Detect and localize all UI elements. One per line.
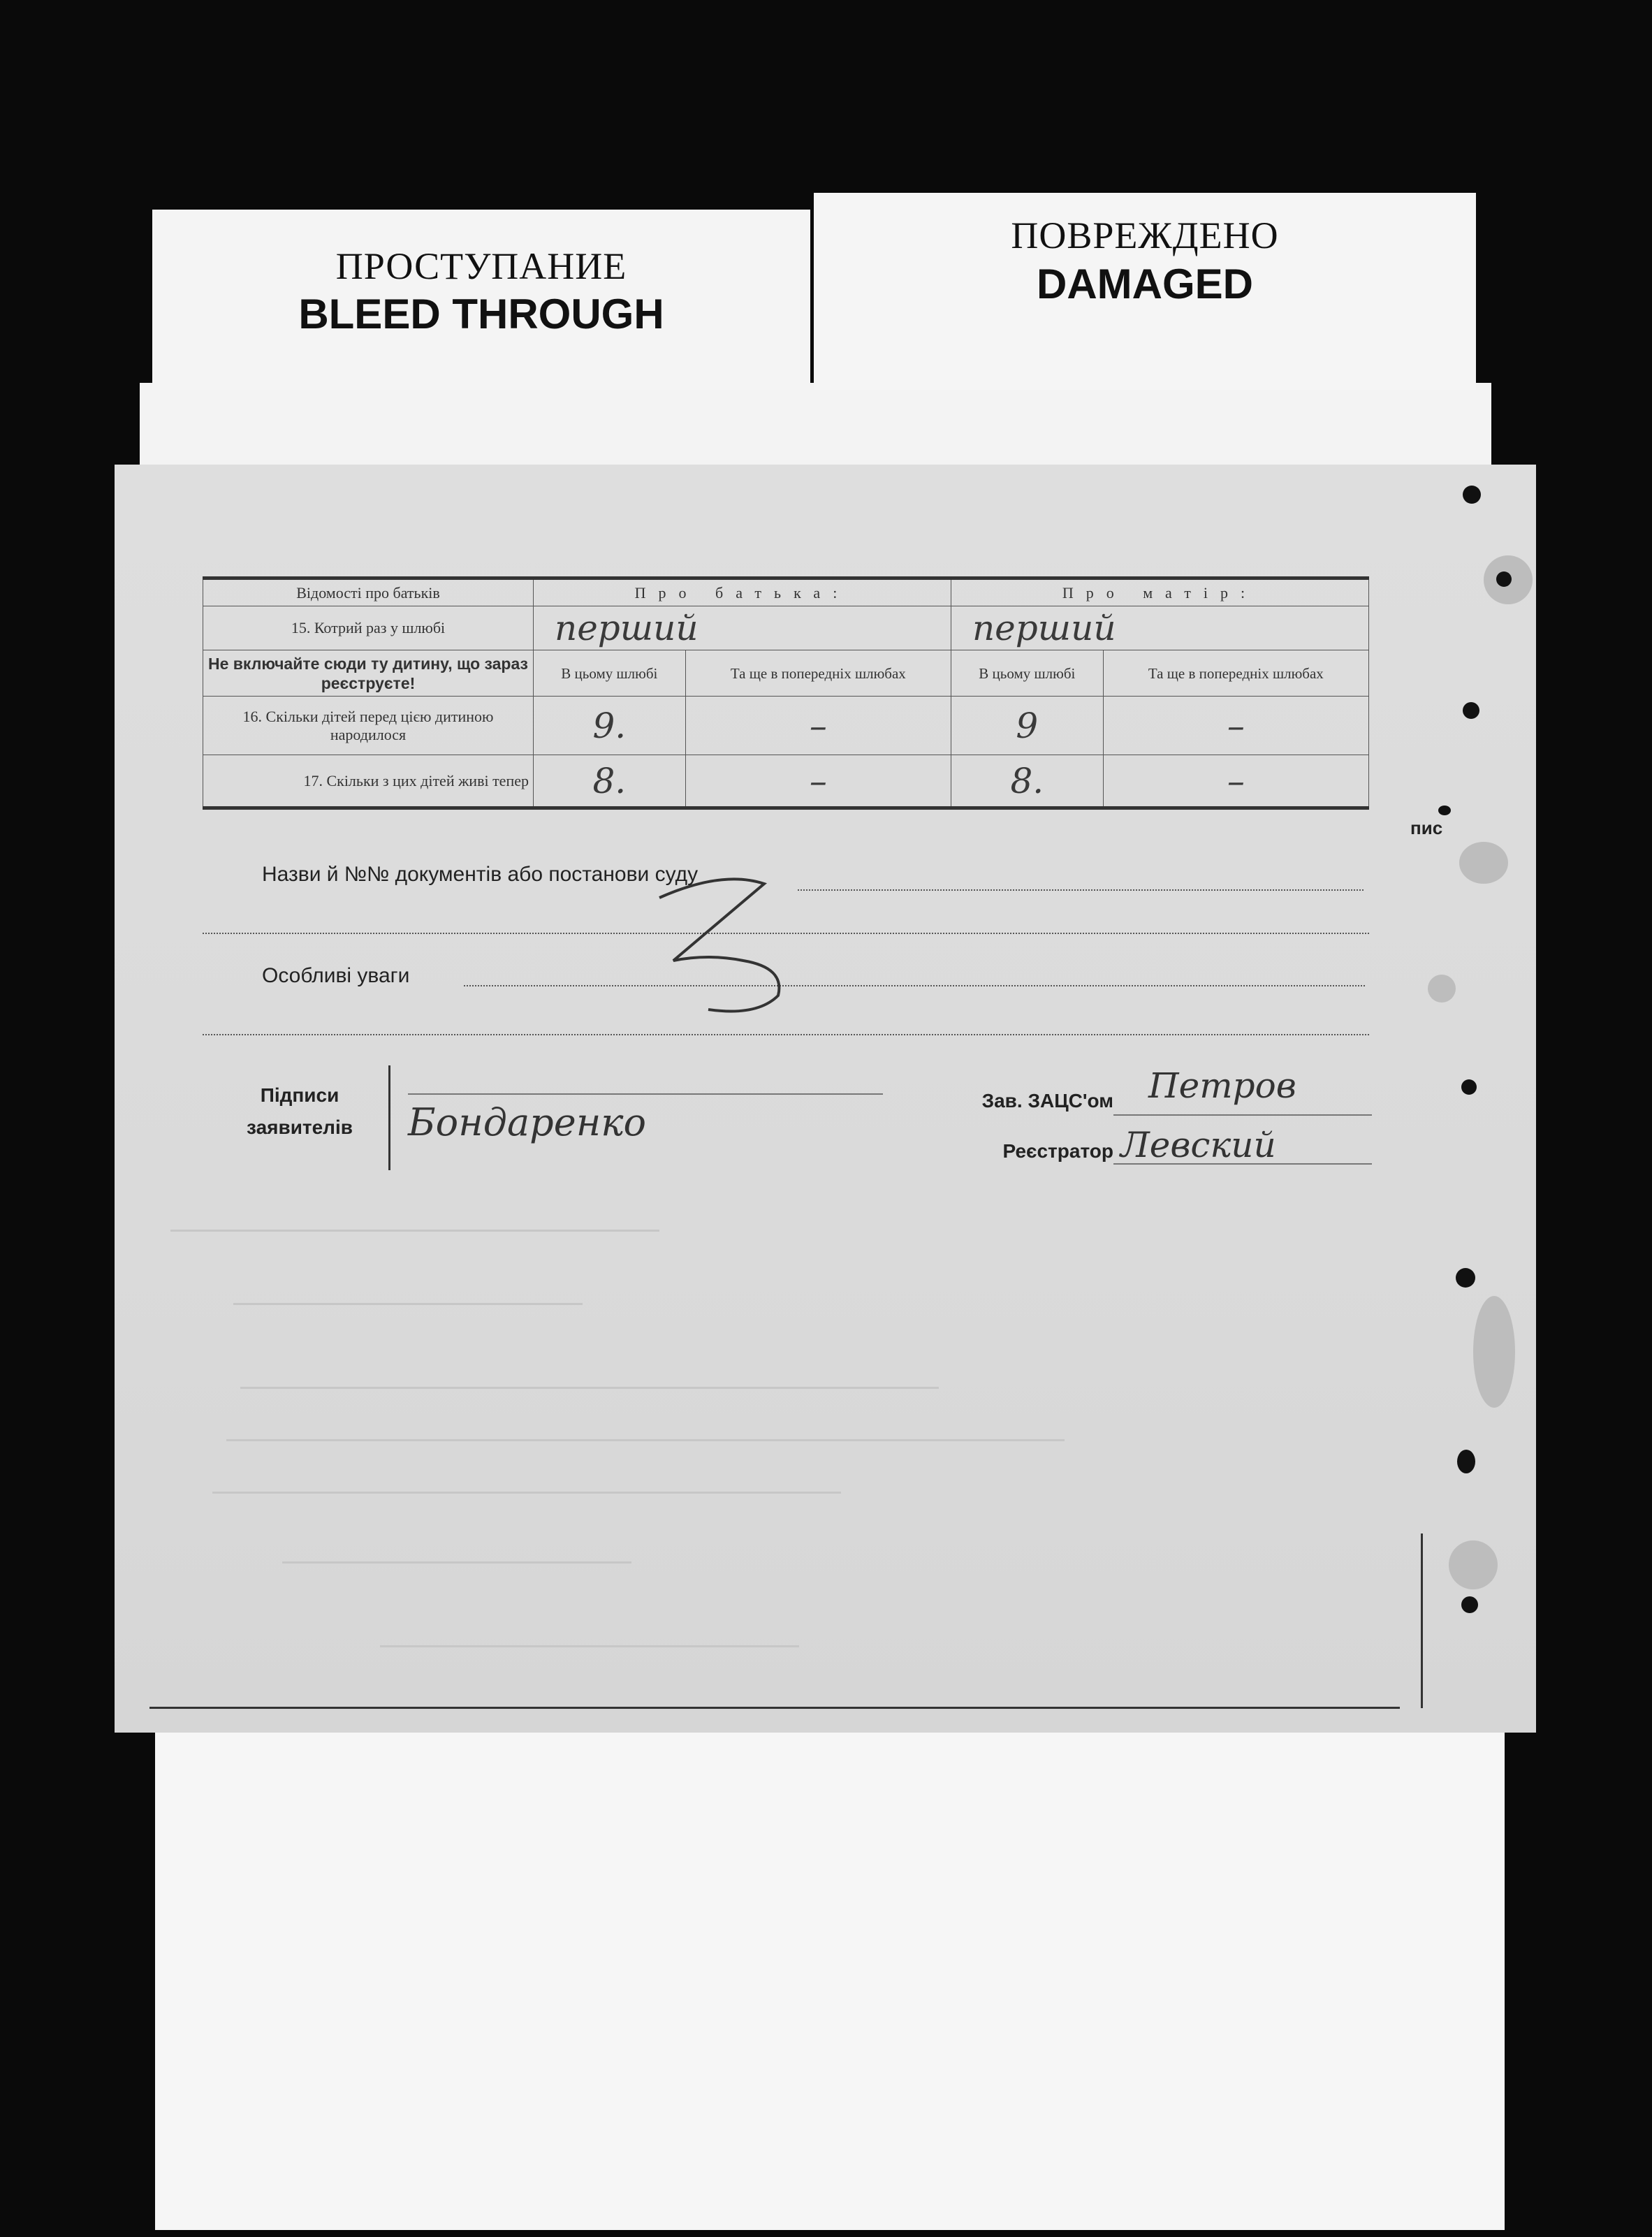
punch-hole [1457,1450,1475,1473]
punch-hole [1463,702,1479,719]
header-parents-info: Відомості про батьків [203,578,534,606]
ghost-line [240,1387,939,1389]
remarks-label: Особливі уваги [262,964,410,987]
row17-mother-current: 8. [951,755,1103,808]
subheader-father-previous: Та ще в попередніх шлюбах [685,650,951,697]
lower-white-sheet [155,1691,1505,2230]
punch-hole [1461,1079,1477,1095]
row15-father: перший [534,606,951,650]
margin-fragment: пис [1410,817,1443,838]
damaged-ru: ПОВРЕЖДЕНО [1011,214,1279,256]
ghost-line [380,1645,799,1647]
subheader-mother-previous: Та ще в попередніх шлюбах [1103,650,1368,697]
subheader-father-current: В цьому шлюбі [534,650,686,697]
row16-father-current: 9. [534,697,686,755]
right-edge-line [1421,1533,1423,1708]
head-signature-line [1113,1114,1372,1116]
ghost-line [282,1561,631,1564]
head-zags-label: Зав. ЗАЦС'ом [981,1090,1113,1112]
row16-mother-current: 9 [951,697,1103,755]
registrar-label: Реєстратор [1002,1140,1113,1162]
applicants-label-2: заявителів [247,1116,353,1138]
bottom-cut-line [149,1707,1400,1709]
row17-label: 17. Скільки з цих дітей живі тепер [203,755,534,808]
bleed-through-en: BLEED THROUGH [298,291,664,337]
punch-hole [1463,486,1481,504]
row16-mother-previous: – [1103,697,1368,755]
row17-father-previous: – [685,755,951,808]
back-sheet [140,383,1491,474]
damage-stain [1428,975,1456,1003]
subheader-mother-current: В цьому шлюбі [951,650,1103,697]
ghost-line [226,1439,1065,1441]
damaged-label [814,193,1476,390]
damaged-en: DAMAGED [1037,261,1253,307]
ghost-line [233,1303,583,1305]
registration-form [115,465,1536,1733]
row17-father-current: 8. [534,755,686,808]
head-signature: Петров [1148,1065,1296,1106]
row15-label: 15. Котрий раз у шлюбі [203,606,534,650]
punch-hole [1456,1268,1475,1288]
parents-info-table [203,576,1369,810]
row15-mother: перший [951,606,1368,650]
header-mother: Про матір: [951,578,1368,606]
row16-label: 16. Скільки дітей перед цією дитиною народилося [203,697,534,755]
header-father: Про батька: [534,578,951,606]
punch-hole [1438,806,1451,815]
ghost-line [212,1492,841,1494]
applicants-label-1: Підписи [260,1084,339,1106]
damage-stain [1459,842,1508,884]
bleed-through-label [152,210,810,390]
applicant-signature-line [408,1093,883,1095]
crossed-out-z-stroke [617,856,841,1037]
punch-hole [1496,571,1512,587]
exclude-child-note: Не включайте сюди ту дитину, що зараз реєструєте! [203,650,534,697]
bleed-through-ru: ПРОСТУПАНИЕ [335,245,627,287]
applicant-signature: Бондаренко [408,1100,647,1144]
remarks-dotted-line [464,985,1365,986]
documents-label: Назви й №№ документів або постанови суду [262,863,699,886]
parents-info-table-wrap [203,576,1390,810]
punch-hole [1461,1596,1478,1613]
damage-tear [1473,1296,1515,1408]
row17-mother-previous: – [1103,755,1368,808]
ghost-line [170,1230,659,1232]
row16-father-previous: – [685,697,951,755]
applicants-signatures-label [212,1079,387,1144]
damage-stain [1449,1540,1498,1589]
documents-dotted-line [798,889,1364,891]
applicants-brace [388,1065,390,1170]
registrar-signature: Левский [1120,1125,1276,1165]
